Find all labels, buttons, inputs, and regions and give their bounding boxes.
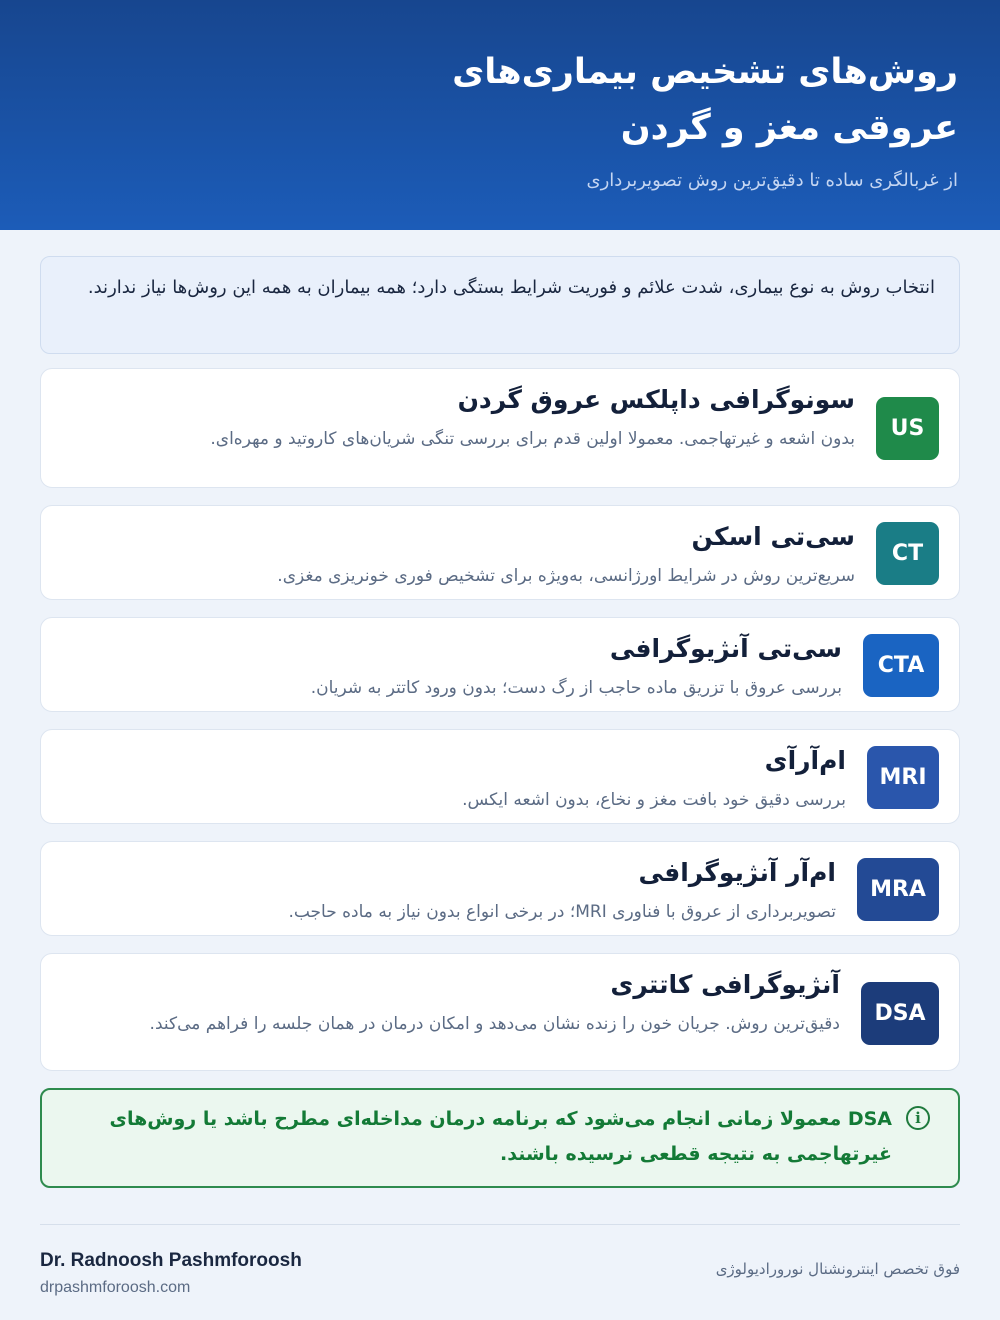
method-card-dsa xyxy=(40,953,960,1071)
method-card-mra xyxy=(40,841,960,936)
method-badge-us: US xyxy=(876,397,939,460)
dsa-note-box xyxy=(40,1088,960,1188)
page-title: روش‌های تشخیص بیماری‌های عروقی مغز و گردن xyxy=(452,52,958,148)
footer-website[interactable]: drpashmforoosh.com xyxy=(40,1279,191,1296)
method-desc-mra: تصویربرداری از عروق با فناوری MRI؛ در برخی انواع بدون نیاز به ماده حاجب. xyxy=(288,902,836,922)
method-badge-dsa: DSA xyxy=(861,982,939,1045)
method-card-ct xyxy=(40,505,960,600)
method-title-ct: سی‌تی اسکن xyxy=(691,522,855,551)
footer-divider xyxy=(40,1224,960,1225)
dsa-note-text: DSA معمولا زمانی انجام می‌شود که برنامه درمان مداخله‌ای مطرح باشد یا روش‌های غیرتهاجمی به نتیجه قطعی نرسیده باشند. xyxy=(109,1108,892,1166)
method-title-us: سونوگرافی داپلکس عروق گردن xyxy=(457,385,855,414)
method-title-dsa: آنژیوگرافی کاتتری xyxy=(610,970,840,999)
method-badge-mra: MRA xyxy=(857,858,939,921)
method-card-us xyxy=(40,368,960,488)
method-desc-cta: بررسی عروق با تزریق ماده حاجب از رگ دست؛ بدون ورود کاتتر به شریان. xyxy=(310,678,842,698)
footer-doctor-name: Dr. Radnoosh Pashmforoosh xyxy=(40,1250,302,1271)
method-card-cta xyxy=(40,617,960,712)
method-desc-mri: بررسی دقیق خود بافت مغز و نخاع، بدون اشعه ایکس. xyxy=(462,790,846,810)
method-badge-ct: CT xyxy=(876,522,939,585)
method-badge-mri: MRI xyxy=(867,746,939,809)
method-title-mri: ام‌آرآی xyxy=(764,746,846,775)
info-icon: i xyxy=(906,1106,930,1130)
page-subtitle: از غربالگری ساده تا دقیق‌ترین روش تصویربرداری xyxy=(586,170,958,191)
method-desc-ct: سریع‌ترین روش در شرایط اورژانسی، به‌ویژه برای تشخیص فوری خونریزی مغزی. xyxy=(277,566,855,586)
header-banner xyxy=(0,0,1000,230)
method-desc-us: بدون اشعه و غیرتهاجمی. معمولا اولین قدم برای بررسی تنگی شریان‌های کاروتید و مهره‌ای. xyxy=(210,429,855,449)
method-title-mra: ام‌آر آنژیوگرافی xyxy=(638,858,836,887)
method-card-mri xyxy=(40,729,960,824)
method-desc-dsa: دقیق‌ترین روش. جریان خون را زنده نشان می‌دهد و امکان درمان در همان جلسه را فراهم می‌کند. xyxy=(149,1014,840,1034)
method-title-cta: سی‌تی آنژیوگرافی xyxy=(609,634,842,663)
footer-specialty: فوق تخصص اینترونشنال نورورادیولوژی xyxy=(715,1260,960,1278)
method-badge-cta: CTA xyxy=(863,634,939,697)
intro-box: انتخاب روش به نوع بیماری، شدت علائم و فوریت شرایط بستگی دارد؛ همه بیماران به همه این روش‌ها نیاز ندارند. xyxy=(40,256,960,354)
